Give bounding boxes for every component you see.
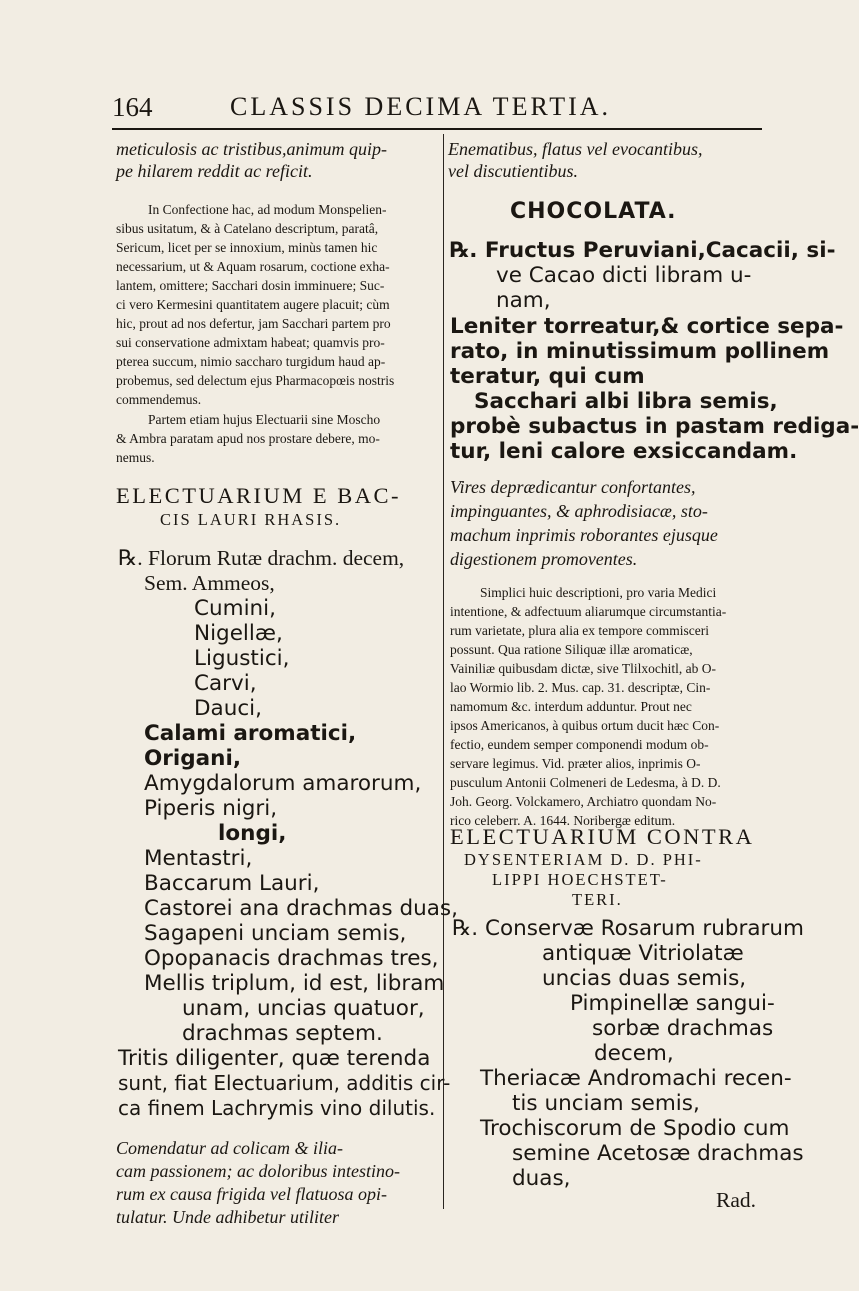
recipe-line: Opopanacis drachmas tres, [144, 946, 439, 971]
text-line: rum ex causa frigida vel flatuosa opi- [116, 1184, 387, 1204]
page-number: 164 [112, 92, 153, 122]
text-line: hic, prout ad nos defertur, jam Sacchari partem pro [116, 316, 391, 331]
text-line: digestionem promoventes. [450, 549, 638, 569]
recipe-line: Trochiscorum de Spodio cum [480, 1116, 790, 1141]
recipe-line: Cumini, [194, 596, 276, 621]
recipe-line: Castorei ana drachmas duas, [144, 896, 458, 921]
text-line: lao Wormio lib. 2. Mus. cap. 31. descriptæ, Cin- [450, 680, 711, 695]
text-line: pterea succum, nimio saccharo turgidum haud ap- [116, 354, 386, 369]
text-line: In Confectione hac, ad modum Monspelien- [148, 202, 387, 217]
recipe-line: ℞. Conservæ Rosarum rubrarum [452, 916, 804, 941]
recipe-line: sorbæ drachmas [592, 1016, 774, 1041]
recipe-line: decem, [594, 1041, 674, 1066]
recipe-line: Dauci, [194, 696, 262, 721]
recipe-line: ca finem Lachrymis vino dilutis. [118, 1096, 436, 1120]
recipe-line: Origani, [144, 746, 241, 771]
text-line: lantem, omittere; Sacchari dosin imminuere; Suc- [116, 278, 385, 293]
text-line: cam passionem; ac doloribus intestino- [116, 1161, 400, 1181]
text-line: impinguantes, & aphrodisiacæ, sto- [450, 501, 708, 521]
recipe-line: Calami aromatici, [144, 721, 357, 746]
section-heading: CHOCOLATA. [510, 199, 677, 224]
recipe-line: duas, [512, 1166, 571, 1191]
section-heading: TERI. [572, 890, 623, 909]
text-line: sui conservatione admixtam habeat; quamvis pro- [116, 335, 385, 350]
recipe-line: Nigellæ, [194, 621, 283, 646]
recipe-line: Sagapeni unciam semis, [144, 921, 407, 946]
recipe-line: Carvi, [194, 671, 257, 696]
text-line: intentione, & adfectuum aliarumque circumstantia- [450, 604, 727, 619]
text-line: pusculum Antonii Colmeneri de Ledesma, à D. D. [450, 775, 721, 790]
catchword: Rad. [716, 1188, 757, 1212]
recipe-line: sunt, fiat Electuarium, additis cir- [118, 1071, 451, 1095]
recipe-line: probè subactus in pastam rediga- [450, 414, 859, 439]
recipe-line: tur, leni calore exsiccandam. [450, 439, 798, 464]
recipe-line: ℞. Fructus Peruviani,Cacacii, si- [450, 238, 836, 263]
text-line: Sericum, licet per se innoxium, minùs tamen hic [116, 240, 378, 255]
recipe-line: Mellis triplum, id est, libram [144, 971, 445, 996]
text-line: probemus, sed delectum ejus Pharmacopœis nostris [116, 373, 395, 388]
text-line: rum varietate, plura alia ex tempore commisceri [450, 623, 710, 638]
header-rule [112, 128, 762, 130]
recipe-line: nam, [496, 288, 551, 313]
column-divider [443, 134, 444, 1209]
text-line: fectio, eundem semper componendi modum ob- [450, 737, 709, 752]
text-line: nemus. [116, 450, 155, 465]
text-line: ci vero Kermesini quantitatem augere placuit; cùm [116, 297, 390, 312]
recipe-line: Ligustici, [194, 646, 290, 671]
recipe-line: Tritis diligenter, quæ terenda [118, 1046, 431, 1071]
text-line: necessarium, ut & Aquam rosarum, coctione exha- [116, 259, 390, 274]
text-line: meticulosis ac tristibus,animum quip- [116, 139, 387, 159]
recipe-line: semine Acetosæ drachmas [512, 1141, 804, 1166]
section-heading: ELECTUARIUM CONTRA [450, 824, 755, 849]
recipe-line: Baccarum Lauri, [144, 871, 320, 896]
text-line: sibus usitatum, & à Catelano descriptum, paratâ, [116, 221, 379, 236]
recipe-line: Theriacæ Andromachi recen- [480, 1066, 792, 1091]
section-heading: DYSENTERIAM D. D. PHI- [464, 850, 703, 869]
text-line: ipsos Americanos, à quibus ortum ducit hæc Con- [450, 718, 720, 733]
recipe-line: Sem. Ammeos, [144, 571, 275, 595]
text-line: Partem etiam hujus Electuarii sine Moscho [148, 412, 381, 427]
text-line: servare legimus. Vid. præter alios, inprimis O- [450, 756, 701, 771]
text-line: machum inprimis roborantes ejusque [450, 525, 718, 545]
text-line: Simplici huic descriptioni, pro varia Medici [480, 585, 717, 600]
section-heading: LIPPI HOECHSTET- [492, 870, 668, 889]
text-line: & Ambra paratam apud nos prostare debere, mo- [116, 431, 380, 446]
text-line: tulatur. Unde adhibetur utiliter [116, 1207, 339, 1227]
recipe-line: Amygdalorum amarorum, [144, 771, 422, 796]
text-line: possunt. Qua ratione Siliquæ illæ aromaticæ, [450, 642, 693, 657]
text-line: Comendatur ad colicam & ilia- [116, 1138, 343, 1158]
text-line: Vires deprædicantur confortantes, [450, 477, 696, 497]
recipe-line: uncias duas semis, [542, 966, 747, 991]
recipe-line: rato, in minutissimum pollinem [450, 339, 830, 364]
page-header [112, 92, 762, 132]
recipe-line: ℞. Florum Rutæ drachm. decem, [118, 546, 405, 570]
recipe-line: antiquæ Vitriolatæ [542, 941, 744, 966]
recipe-line: Sacchari albi libra semis, [474, 389, 778, 414]
text-line: Joh. Georg. Volckamero, Archiatro quondam No- [450, 794, 717, 809]
text-line: Vainiliæ quibusdam dictæ, sive Tlilxochitl, ab O- [450, 661, 716, 676]
recipe-line: teratur, qui cum [450, 364, 645, 389]
text-line: Enematibus, flatus vel evocantibus, [448, 139, 703, 159]
recipe-line: tis unciam semis, [512, 1091, 700, 1116]
recipe-line: Piperis nigri, [144, 796, 278, 821]
section-heading: CIS LAURI RHASIS. [160, 510, 342, 529]
recipe-line: Pimpinellæ sangui- [570, 991, 775, 1016]
recipe-line: unam, uncias quatuor, [182, 996, 425, 1021]
running-title: CLASSIS DECIMA TERTIA. [230, 92, 612, 121]
text-line: namomum &c. interdum adduntur. Prout nec [450, 699, 692, 714]
recipe-line: drachmas septem. [182, 1021, 383, 1046]
text-line: vel discutientibus. [448, 161, 578, 181]
recipe-line: Mentastri, [144, 846, 253, 871]
recipe-line: ve Cacao dicti libram u- [496, 263, 752, 288]
text-line: rico celeberr. A. 1644. Noribergæ editum. [450, 813, 676, 828]
recipe-line: Leniter torreatur,& cortice sepa- [450, 314, 844, 339]
recipe-line: longi, [218, 821, 287, 846]
text-line: commendemus. [116, 392, 202, 407]
section-heading: ELECTUARIUM E BAC- [116, 483, 401, 508]
text-line: pe hilarem reddit ac reficit. [116, 161, 313, 181]
